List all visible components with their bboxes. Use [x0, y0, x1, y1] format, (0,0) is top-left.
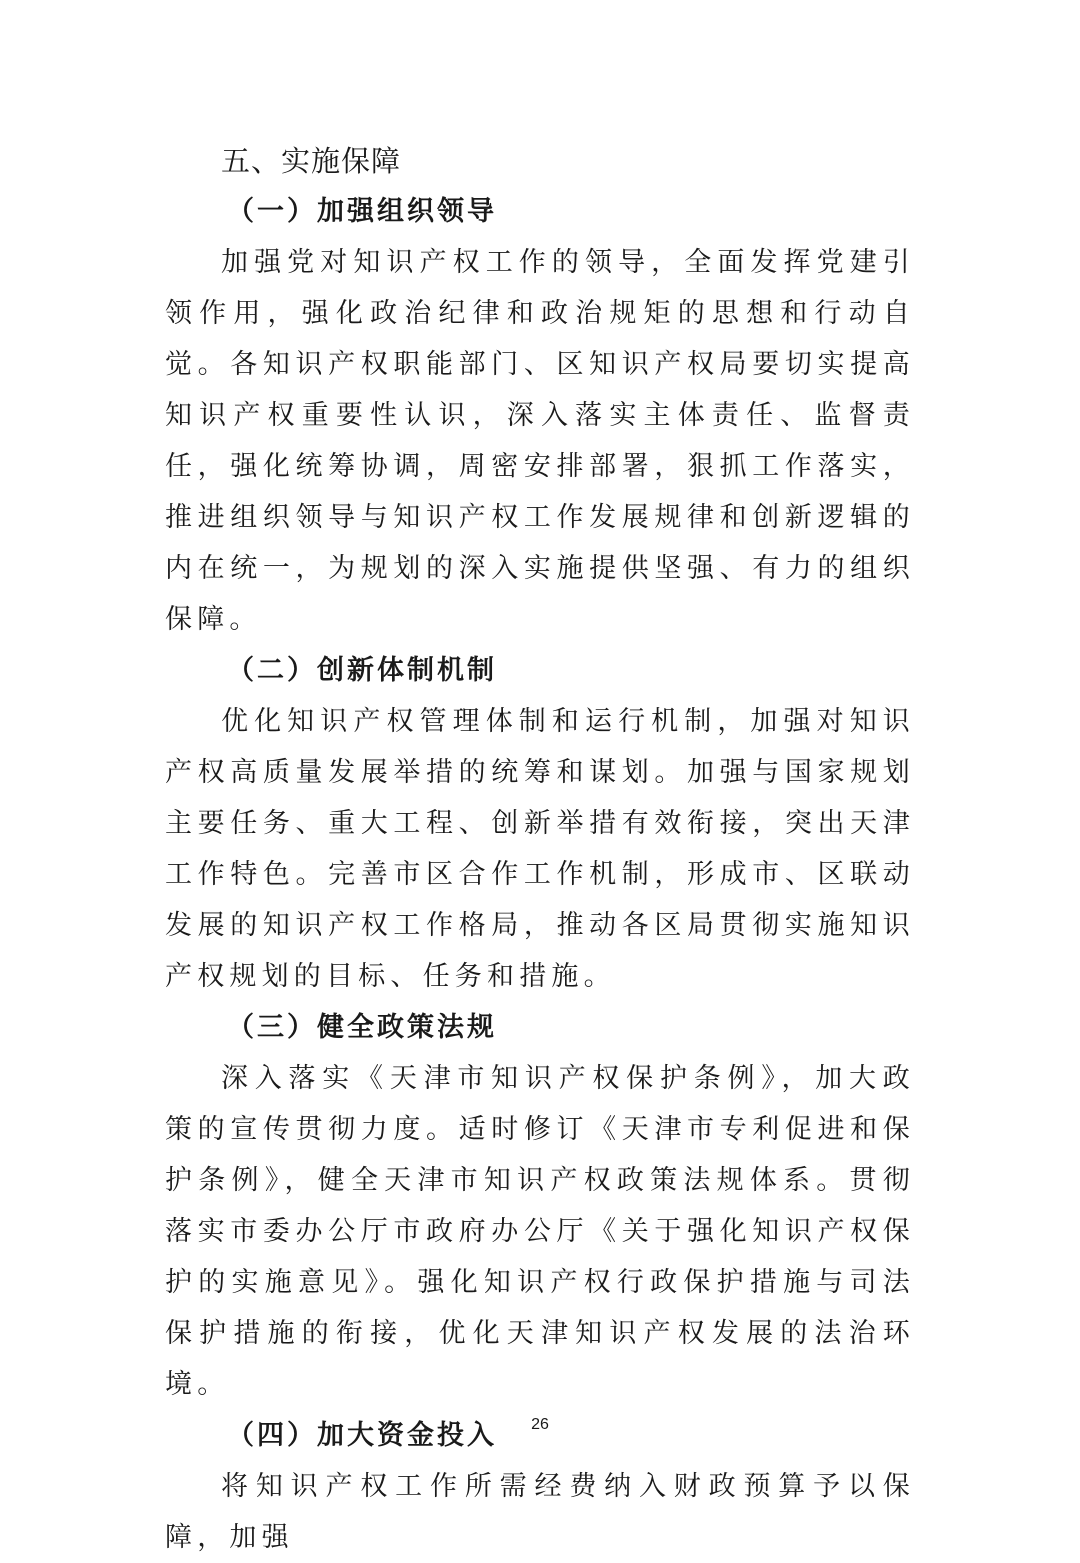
- section-title: 五、实施保障: [221, 144, 402, 178]
- subsection-heading: （三）健全政策法规: [227, 1012, 497, 1043]
- subsection-heading: （二）创新体制机制: [227, 655, 497, 686]
- subsection-institutional-innovation: [165, 645, 915, 1002]
- subsection-paragraph: 将知识产权工作所需经费纳入财政预算予以保障，加强: [165, 1471, 915, 1553]
- subsection-heading: （一）加强组织领导: [227, 196, 497, 227]
- subsection-policies-regulations: [165, 1002, 915, 1410]
- subsection-paragraph: 加强党对知识产权工作的领导，全面发挥党建引领作用，强化政治纪律和政治规矩的思想和行动自觉。各知识产权职能部门、区知识产权局要切实提高知识产权重要性认识，深入落实主体责任、监督责任，强化统筹协调，周密安排部署，狠抓工作落实，推进组织领导与知识产权工作发展规律和创新逻辑的内在统一，为规划的深入实施提供坚强、有力的组织保障。: [165, 247, 915, 635]
- subsection-heading: （四）加大资金投入: [227, 1420, 497, 1451]
- page-content: [165, 136, 915, 1563]
- page-number: 26: [531, 1416, 549, 1433]
- subsection-paragraph: 优化知识产权管理体制和运行机制，加强对知识产权高质量发展举措的统筹和谋划。加强与国家规划主要任务、重大工程、创新举措有效衔接，突出天津工作特色。完善市区合作工作机制，形成市、区联动发展的知识产权工作格局，推动各区局贯彻实施知识产权规划的目标、任务和措施。: [165, 706, 915, 992]
- subsection-organization-leadership: [165, 186, 915, 645]
- subsection-paragraph: 深入落实《天津市知识产权保护条例》，加大政策的宣传贯彻力度。适时修订《天津市专利促进和保护条例》，健全天津市知识产权政策法规体系。贯彻落实市委办公厅市政府办公厅《关于强化知识产权保护的实施意见》。强化知识产权行政保护措施与司法保护措施的衔接，优化天津知识产权发展的法治环境。: [165, 1063, 915, 1400]
